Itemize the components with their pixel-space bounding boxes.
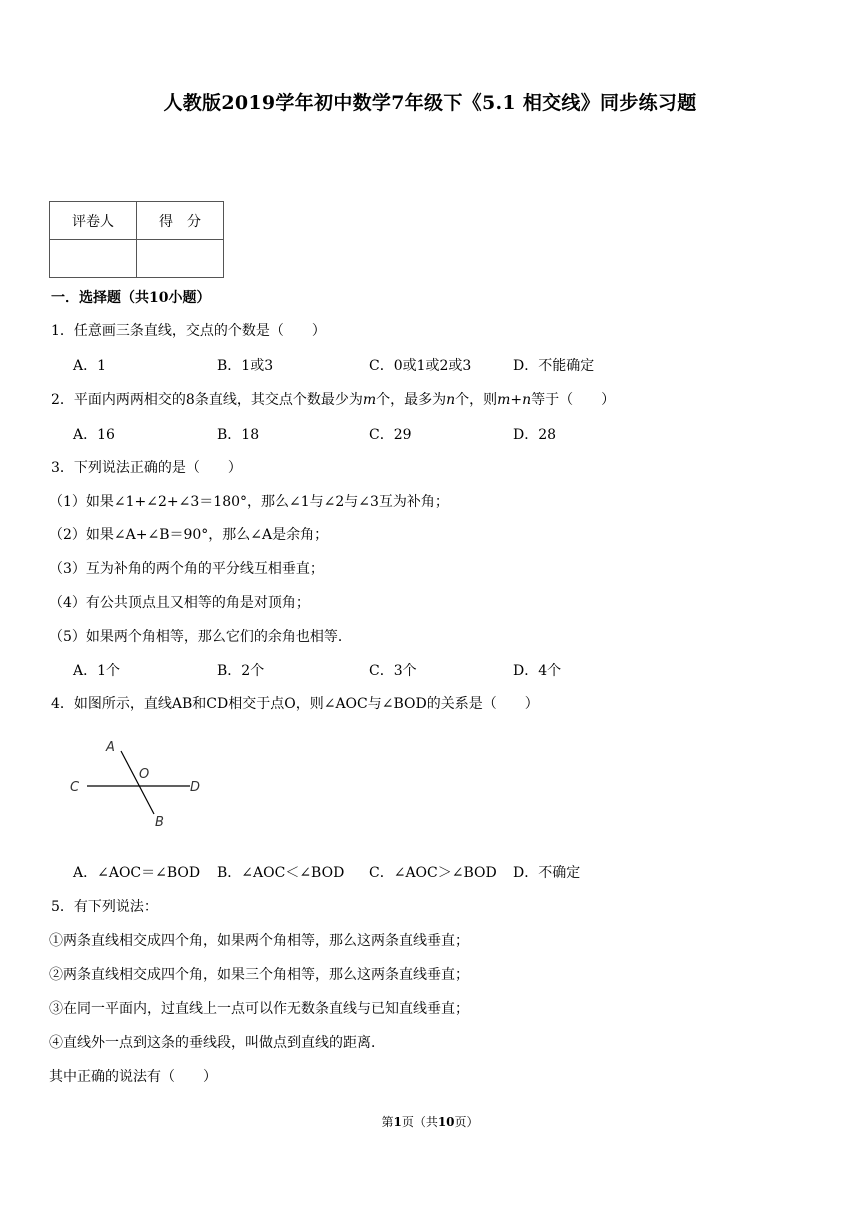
q2-text-1: 2．平面内两两相交的8条直线，其交点个数最少为 (51, 392, 363, 408)
q4-option-d: D．不确定 (513, 865, 581, 881)
label-o: O (139, 767, 150, 782)
q3-option-c: C．3个 (369, 663, 417, 679)
q2-text-4: 等于（ ） (531, 392, 616, 408)
score-cell[interactable] (137, 240, 224, 278)
page-footer (0, 1113, 860, 1130)
q2-option-b: B．18 (217, 427, 260, 443)
q3-stem: 3．下列说法正确的是（ ） (51, 460, 242, 476)
footer-pre: 第 (381, 1115, 394, 1129)
q3-statement-1: （1）如果∠1+∠2+∠3＝180°，那么∠1与∠2与∠3互为补角； (49, 494, 449, 510)
q2-var-m: m (362, 392, 377, 408)
q2-var-mn: m+n (497, 392, 532, 408)
q3-option-d: D．4个 (513, 663, 562, 679)
label-c: C (70, 780, 80, 795)
section-heading: 一．选择题（共10小题） (51, 290, 211, 306)
footer-page-number: 1 (393, 1115, 402, 1129)
label-d: D (190, 780, 201, 795)
score-header: 得 分 (137, 202, 224, 240)
footer-post: 页） (454, 1115, 479, 1129)
q1-option-a: A．1 (73, 358, 107, 374)
q2-var-n: n (446, 392, 456, 408)
q3-option-a: A．1个 (73, 663, 121, 679)
q3-statement-2: （2）如果∠A+∠B＝90°，那么∠A是余角； (49, 527, 329, 543)
q2-stem (51, 389, 615, 409)
q3-statement-4: （4）有公共顶点且又相等的角是对顶角； (49, 595, 310, 611)
q5-stem: 5．有下列说法： (51, 899, 158, 915)
q4-option-a: A．∠AOC＝∠BOD (73, 865, 201, 881)
line-ab (121, 751, 154, 814)
intersecting-lines-figure (60, 730, 220, 830)
q5-statement-4: ④直线外一点到这条的垂线段，叫做点到直线的距离． (49, 1035, 385, 1051)
footer-mid: 页（共 (401, 1115, 438, 1129)
score-table (49, 201, 224, 278)
label-a: A (106, 740, 115, 755)
q5-statement-2: ②两条直线相交成四个角，如果三个角相等，那么这两条直线垂直； (49, 967, 469, 983)
q5-statement-1: ①两条直线相交成四个角，如果两个角相等，那么这两条直线垂直； (49, 933, 469, 949)
q3-option-b: B．2个 (217, 663, 265, 679)
q5-tail: 其中正确的说法有（ ） (49, 1069, 217, 1085)
q4-stem: 4．如图所示，直线AB和CD相交于点O，则∠AOC与∠BOD的关系是（ ） (51, 696, 539, 712)
q3-statement-3: （3）互为补角的两个角的平分线互相垂直； (49, 561, 324, 577)
q2-option-a: A．16 (73, 427, 115, 443)
q2-option-d: D．28 (513, 427, 557, 443)
q1-option-b: B．1或3 (217, 358, 274, 374)
q2-text-3: 个，则 (455, 392, 498, 408)
label-b: B (155, 815, 164, 830)
reviewer-header: 评卷人 (50, 202, 137, 240)
reviewer-cell[interactable] (50, 240, 137, 278)
q1-option-c: C．0或1或2或3 (369, 358, 472, 374)
q2-text-2: 个，最多为 (376, 392, 447, 408)
footer-total-pages: 10 (437, 1115, 455, 1129)
page-title: 人教版2019学年初中数学7年级下《5.1 相交线》同步练习题 (163, 92, 697, 114)
q4-option-b: B．∠AOC＜∠BOD (217, 865, 345, 881)
q2-option-c: C．29 (369, 427, 412, 443)
q1-option-d: D．不能确定 (513, 358, 595, 374)
q5-statement-3: ③在同一平面内，过直线上一点可以作无数条直线与已知直线垂直； (49, 1001, 469, 1017)
q1-stem: 1．任意画三条直线，交点的个数是（ ） (51, 323, 326, 339)
q3-statement-5: （5）如果两个角相等，那么它们的余角也相等． (49, 629, 352, 645)
q4-option-c: C．∠AOC＞∠BOD (369, 865, 497, 881)
